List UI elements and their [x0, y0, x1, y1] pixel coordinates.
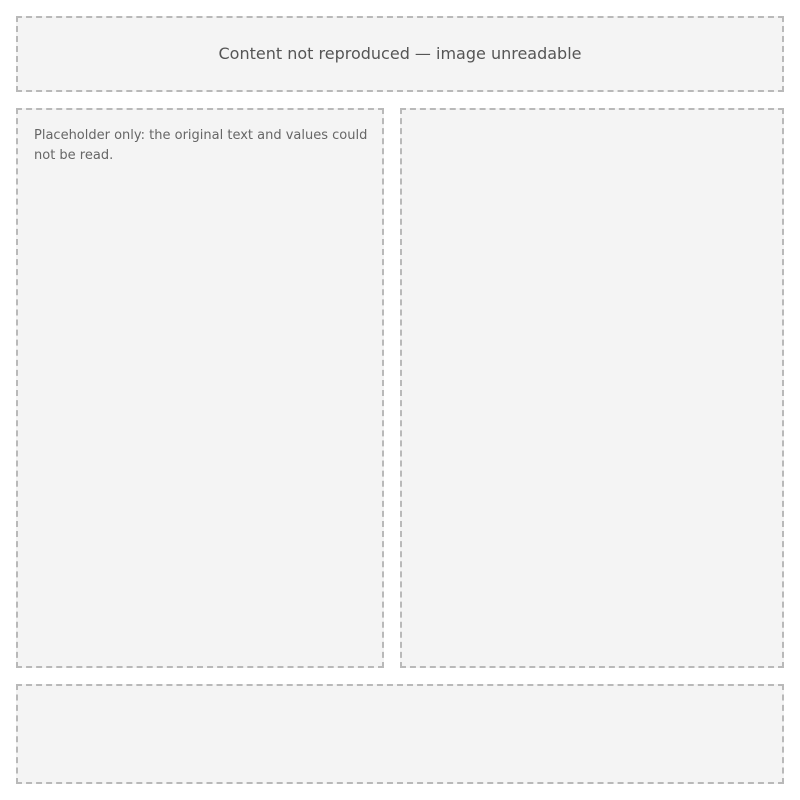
- placeholder-header: [16, 16, 784, 92]
- placeholder-message: Content not reproduced — image unreadable: [218, 44, 582, 63]
- placeholder-footer: [16, 684, 784, 784]
- placeholder-note: Placeholder only: the original text and values could not be read.: [34, 128, 368, 163]
- placeholder-right-panel: [400, 108, 784, 668]
- placeholder-left-panel: [16, 108, 384, 668]
